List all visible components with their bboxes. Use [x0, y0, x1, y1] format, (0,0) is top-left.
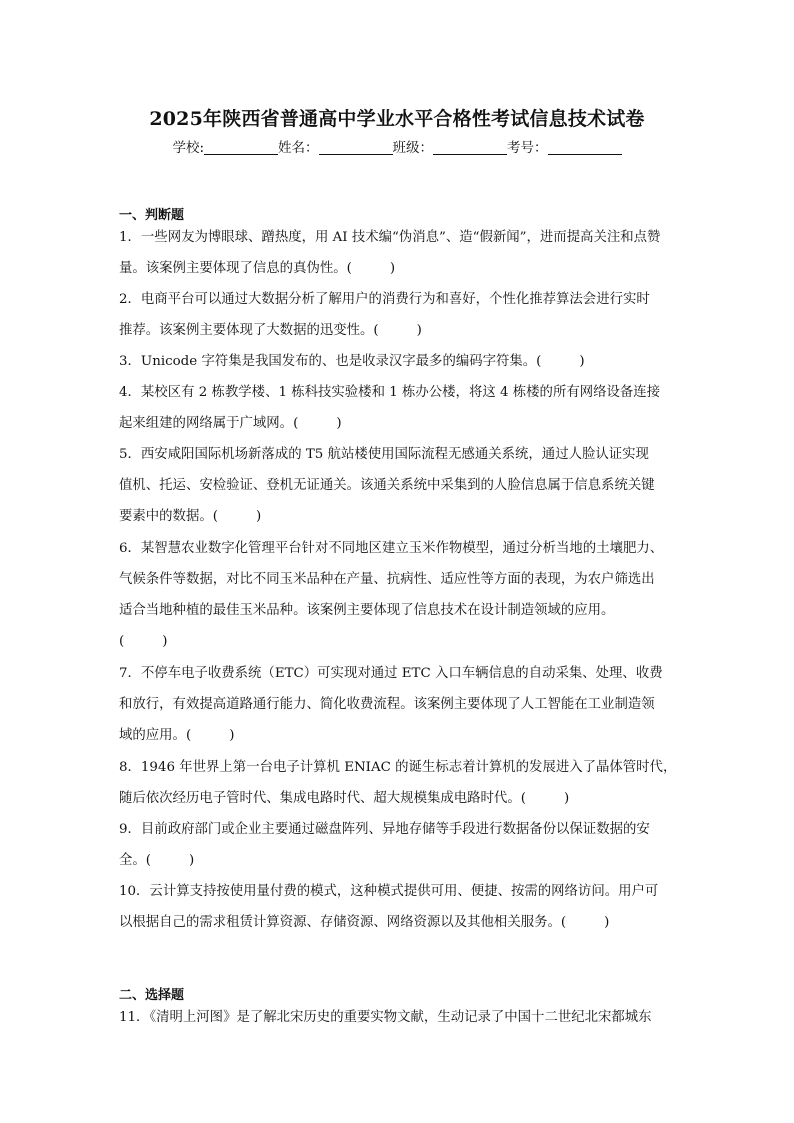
question-line: 值机、托运、安检验证、登机无证通关。该通关系统中采集到的人脸信息属于信息系统关键 [119, 478, 655, 493]
school-label: 学校: [172, 140, 205, 156]
question-line: 8．1946 年世界上第一台电子计算机 ENIAC 的诞生标志着计算机的发展进入了晶体管时代， [119, 760, 677, 775]
question-9 [119, 814, 684, 876]
question-7 [119, 658, 684, 751]
question-line: 11．《清明上河图》是了解北宋历史的重要实物文献，生动记录了中国十二世纪北宋都城东 [119, 1010, 652, 1025]
question-line: 3．Unicode 字符集是我国发布的、也是收录汉字最多的编码字符集。( ) [119, 354, 585, 369]
question-line: ( ) [119, 634, 168, 649]
question-line: 量。该案例主要体现了信息的真伪性。( ) [119, 261, 396, 276]
question-line: 随后依次经历电子管时代、集成电路时代、超大规模集成电路时代。( ) [119, 791, 570, 806]
name-blank[interactable] [319, 140, 393, 155]
question-line: 要素中的数据。( ) [119, 509, 262, 524]
question-4 [119, 377, 684, 439]
question-line: 和放行，有效提高道路通行能力、简化收费流程。该案例主要体现了人工智能在工业制造领 [119, 697, 655, 712]
question-3 [119, 346, 684, 377]
question-line: 4．某校区有 2 栋教学楼、1 栋科技实验楼和 1 栋办公楼，将这 4 栋楼的所有网络设备连接 [119, 385, 661, 400]
question-10 [119, 876, 684, 938]
school-field[interactable] [172, 139, 278, 157]
question-line: 全。( ) [119, 853, 195, 868]
question-line: 10．云计算支持按使用量付费的模式，这种模式提供可用、便捷、按需的网络访问。用户可 [119, 884, 659, 899]
question-line: 起来组建的网络属于广域网。( ) [119, 416, 342, 431]
class-field[interactable] [393, 139, 508, 157]
exam-no-blank[interactable] [548, 140, 622, 155]
question-line: 适合当地种植的最佳玉米品种。该案例主要体现了信息技术在设计制造领域的应用。 [119, 603, 615, 618]
school-blank[interactable] [204, 140, 278, 155]
question-5 [119, 439, 684, 532]
question-1 [119, 222, 684, 284]
question-line: 6．某智慧农业数字化管理平台针对不同地区建立玉米作物模型，通过分析当地的土壤肥力、 [119, 541, 664, 556]
question-line: 1．一些网友为博眼球、蹭热度，用 AI 技术编“伪消息”、造“假新闻”，进而提高关注和点赞 [119, 230, 661, 245]
question-6 [119, 533, 684, 657]
question-line: 气候条件等数据，对比不同玉米品种在产量、抗病性、适应性等方面的表现，为农户筛选出 [119, 572, 655, 587]
question-8 [119, 752, 684, 814]
exam-title: 2025年陕西省普通高中学业水平合格性考试信息技术试卷 [149, 108, 645, 130]
question-line: 域的应用。( ) [119, 728, 235, 743]
section-heading-judgment: 一、判断题 [119, 208, 185, 223]
question-line: 7．不停车电子收费系统（ETC）可实现对通过 ETC 入口车辆信息的自动采集、处理、收费 [119, 666, 663, 681]
name-field[interactable] [278, 139, 393, 157]
question-line: 以根据自己的需求租赁计算资源、存储资源、网络资源以及其他相关服务。( ) [119, 915, 610, 930]
class-label: 班级： [392, 140, 434, 156]
class-blank[interactable] [433, 140, 507, 155]
question-2 [119, 284, 684, 346]
question-line: 9．目前政府部门或企业主要通过磁盘阵列、异地存储等手段进行数据备份以保证数据的安 [119, 822, 650, 837]
question-11 [119, 1002, 684, 1033]
section-heading-choice: 二、选择题 [119, 988, 185, 1003]
question-line: 推荐。该案例主要体现了大数据的迅变性。( ) [119, 323, 422, 338]
exam-no-label: 考号： [507, 140, 548, 156]
question-line: 5．西安咸阳国际机场新落成的 T5 航站楼使用国际流程无感通关系统，通过人脸认证实现 [119, 447, 649, 462]
question-line: 2．电商平台可以通过大数据分析了解用户的消费行为和喜好，个性化推荐算法会进行实时 [119, 292, 650, 307]
name-label: 姓名： [278, 140, 319, 156]
student-info-line [0, 139, 794, 157]
exam-no-field[interactable] [507, 139, 622, 157]
